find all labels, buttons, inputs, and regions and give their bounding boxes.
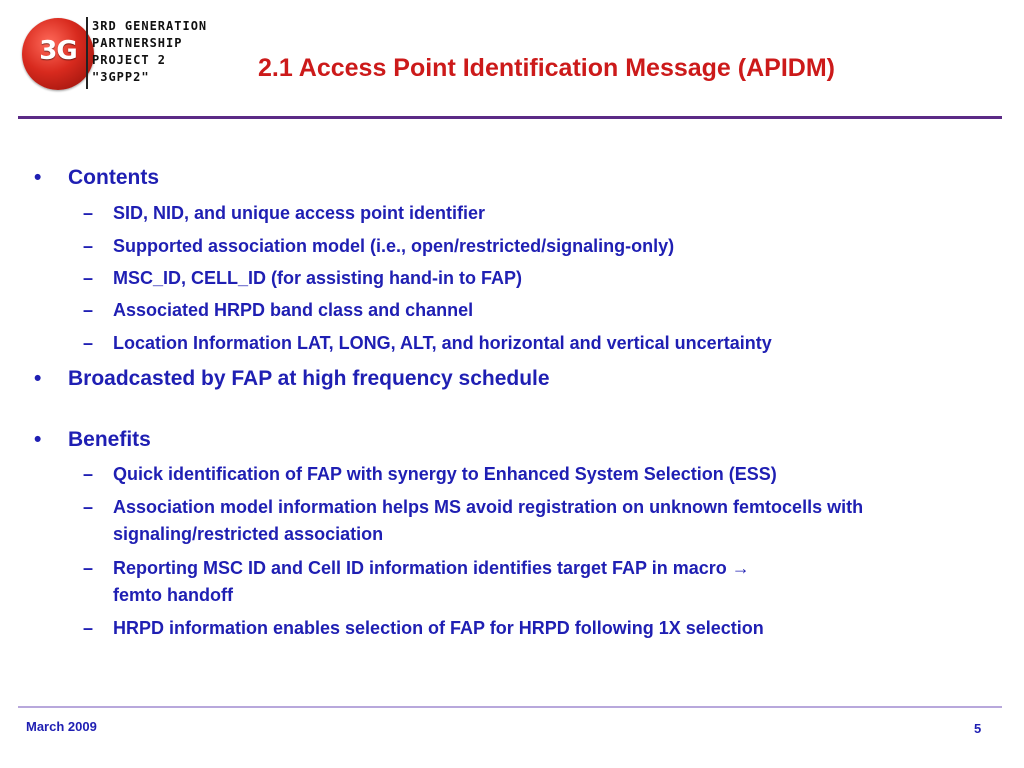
dash-icon: – (83, 300, 94, 320)
bottom-divider (18, 706, 1002, 708)
sub-bullet (83, 494, 913, 548)
sub-bullet (83, 555, 943, 609)
right-arrow-icon: → (731, 558, 750, 578)
logo-line-2: PARTNERSHIP (92, 36, 183, 50)
sub-bullet-text: MSC_ID, CELL_ID (for assisting hand-in to FAP) (113, 268, 523, 288)
bullet-label: Broadcasted by FAP at high frequency schedule (68, 367, 550, 390)
3gpp2-logo (18, 14, 238, 94)
logo-mark: 3G (39, 36, 77, 66)
logo-line-3: PROJECT 2 (92, 53, 167, 67)
sub-bullet-text: Quick identification of FAP with synergy to Enhanced System Selection (ESS) (113, 464, 777, 484)
bullet-icon: • (34, 367, 42, 390)
sub-bullet-text: HRPD information enables selection of FAP for HRPD following 1X selection (113, 618, 764, 638)
bullet-benefits (34, 428, 151, 452)
bullet-label: Contents (68, 166, 159, 189)
sub-bullet-text: Reporting MSC ID and Cell ID information identifies target FAP in macro (113, 558, 727, 578)
logo-text (92, 18, 207, 86)
sub-bullet (83, 297, 474, 324)
sub-bullet (83, 615, 764, 642)
sub-bullet-text: SID, NID, and unique access point identifier (113, 203, 486, 223)
logo-line-4: "3GPP2" (92, 70, 150, 84)
dash-icon: – (83, 203, 94, 223)
dash-icon: – (83, 333, 94, 353)
sub-bullet-text: Supported association model (i.e., open/restricted/signaling-only) (113, 236, 675, 256)
sub-bullet-text-continued: femto handoff (113, 585, 233, 605)
sub-bullet-text: Associated HRPD band class and channel (113, 300, 474, 320)
dash-icon: – (83, 618, 94, 638)
footer-date: March 2009 (26, 719, 97, 734)
bullet-icon: • (34, 166, 42, 189)
dash-icon: – (83, 268, 94, 288)
dash-icon: – (83, 497, 94, 517)
dash-icon: – (83, 558, 94, 578)
bullet-contents (34, 166, 159, 190)
logo-divider (86, 17, 88, 89)
sub-bullet (83, 330, 772, 357)
bullet-icon: • (34, 428, 42, 451)
sub-bullet-text: Association model information helps MS avoid registration on unknown femtocells with signaling/restricted association (113, 497, 864, 544)
top-divider (18, 116, 1002, 119)
sub-bullet (83, 233, 675, 260)
sub-bullet (83, 200, 486, 227)
logo-line-1: 3RD GENERATION (92, 19, 208, 33)
page-number: 5 (974, 721, 982, 736)
dash-icon: – (83, 236, 94, 256)
sub-bullet (83, 461, 777, 488)
slide-title: 2.1 Access Point Identification Message (APIDM) (258, 54, 835, 82)
dash-icon: – (83, 464, 94, 484)
bullet-broadcast (34, 367, 550, 391)
sub-bullet-text: Location Information LAT, LONG, ALT, and horizontal and vertical uncertainty (113, 333, 772, 353)
bullet-label: Benefits (68, 428, 151, 451)
sub-bullet (83, 265, 523, 292)
